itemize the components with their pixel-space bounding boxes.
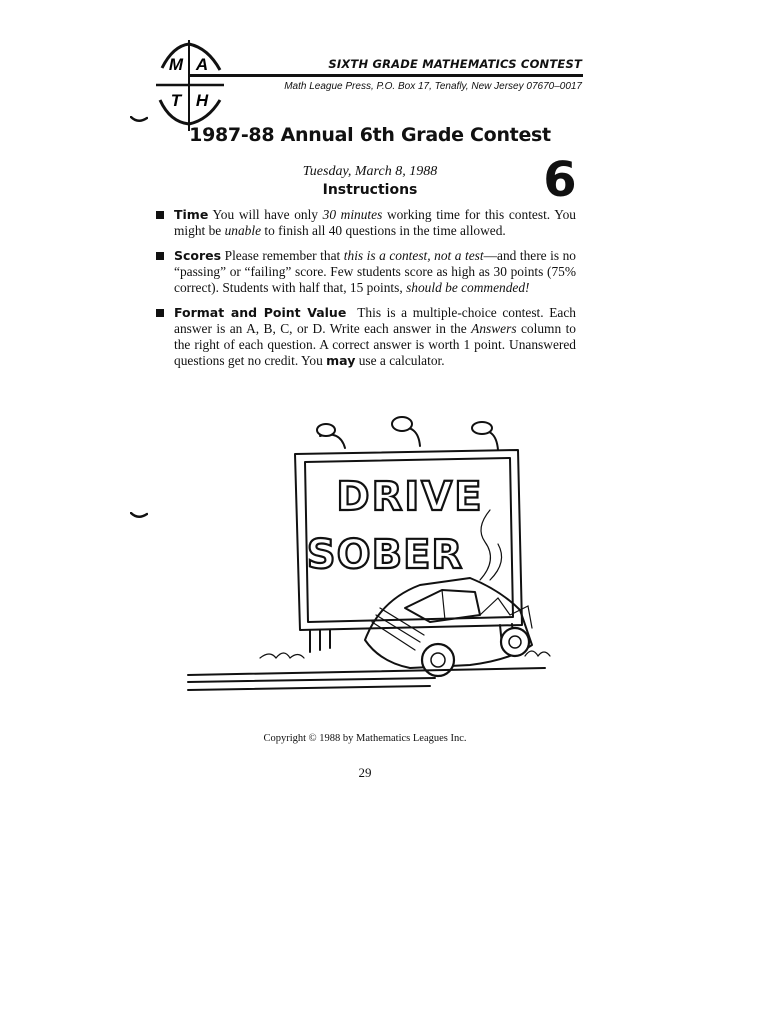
smoke-icon [480,510,502,580]
drive-sober-billboard-illustration [180,410,555,710]
instruction-label: Format and Point Value [174,305,347,320]
instruction-emphasis: this is a contest, not a test [343,248,484,263]
logo-letter-h: H [195,91,209,110]
instruction-text: working time for this contest. You might be [174,207,576,238]
instruction-bold: may [326,353,356,368]
road-edge [188,678,435,682]
header-rule [190,74,583,77]
instruction-label: Time [174,207,209,222]
instruction-text: use a calculator. [355,353,445,368]
instruction-emphasis: Answers [471,321,517,336]
instruction-text: to finish all 40 questions in the time allowed. [261,223,506,238]
grade-number: 6 [543,152,577,208]
instruction-text: Please remember that [224,248,344,263]
instruction-text: This is a multiple-choice contest. Each answer is an A, B, C, or D. Write each answer in the [174,305,576,336]
margin-tick-mark [130,116,148,124]
instruction-scores [174,248,576,296]
instruction-text: column to the right of each question. A correct answer is worth 1 point. Unanswered questions get no credit. You [174,321,576,368]
bullet-square-icon [156,211,164,219]
instruction-text: —and there is no “passing” or “failing” score. Few students score as high as 30 points (75% correct). Students with half that, 15 points, [174,248,576,295]
billboard-text-drive: DRIVE [336,474,484,520]
instructions-heading: Instructions [322,182,418,198]
billboard-lamp-icon [472,422,498,450]
logo-letter-t: T [170,91,182,110]
contest-date: Tuesday, March 8, 1988 [302,164,438,179]
bullet-square-icon [156,252,164,260]
road-edge [188,668,545,675]
instruction-emphasis: unable [224,223,262,238]
copyright-notice: Copyright © 1988 by Mathematics Leagues Inc. [263,733,467,744]
billboard-text-sober: SOBER [306,532,464,578]
instruction-label: Scores [174,248,222,263]
margin-tick-mark [130,512,148,520]
grass-tuft [260,653,304,658]
page-number: 29 [358,765,372,780]
header-title: SIXTH GRADE MATHEMATICS CONTEST [328,57,582,71]
instruction-text: You will have only [212,207,323,222]
instruction-time [174,207,576,239]
contest-title: 1987-88 Annual 6th Grade Contest [189,124,551,146]
billboard-lamp-icon [317,424,345,448]
instruction-emphasis: should be commended! [406,280,530,295]
instruction-format [174,305,576,369]
logo-letter-m: M [168,55,184,74]
logo-letter-a: A [195,55,209,74]
bullet-square-icon [156,309,164,317]
instruction-emphasis: 30 minutes [322,207,383,222]
math-league-logo [140,38,240,133]
header-address: Math League Press, P.O. Box 17, Tenafly, New Jersey 07670–0017 [284,81,582,92]
road-edge [188,686,430,690]
billboard-lamp-icon [392,417,420,446]
grass-tuft [525,651,550,656]
